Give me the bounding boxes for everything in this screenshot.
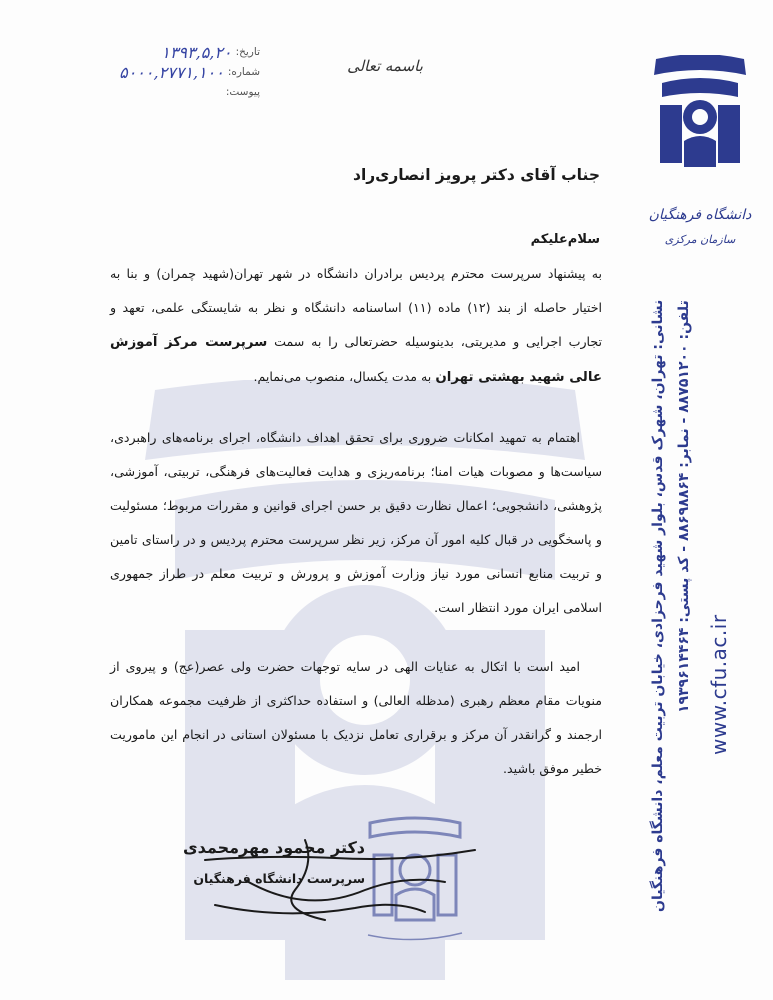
number-value: ۵۰۰۰,۲۷۷۱,۱۰۰ xyxy=(119,62,224,82)
paragraph-2: اهتمام به تمهید امکانات ضروری برای تحقق اهداف دانشگاه، اجرای برنامه‌های راهبردی، سیاست‌ها و مصوبات هیات امنا؛ برنامه‌ریزی و هدایت فعالیت‌های فرهنگی، تربیتی، آموزشی، پژوهشی، دانشجویی؛ اعمال نظارت دقیق بر حسن اجرای قوانین و مقررات مربوط؛ مسئولیت و پاسخگویی در قبال کلیه امور آن مرکز، زیر نظر سرپرست محترم پردیس و در راستای تامین و تربیت منابع انسانی مورد نیاز وزارت آموزش و پرورش و تربیت معلم در طراز جمهوری اسلامی ایران مورد انتظار است. xyxy=(110,430,602,615)
greeting: سلام‌علیکم xyxy=(530,232,600,247)
appointment-title: سرپرست مرکز آموزش عالی شهید بهشتی تهران xyxy=(110,335,602,385)
letter-meta xyxy=(85,42,260,102)
university-name: دانشگاه فرهنگیان xyxy=(648,207,752,223)
date-value: ۱۳۹۳,۵,۲۰ xyxy=(161,42,232,62)
paragraph-1-before: به پیشنهاد سرپرست محترم پردیس برادران دانشگاه در شهر تهران(شهید چمران) و بنا به اختیار حاصله از بند (۱۲) ماده (۱۱) اساسنامه دانشگاه و نظر به شایستگی علمی، تعهد و تجارب اجرایی و مدیریتی، بدینوسیله حضرتعالی را به سمت xyxy=(110,266,602,349)
signature-block xyxy=(150,838,365,886)
university-subtitle: سازمان مرکزی xyxy=(664,233,736,246)
paragraph-1 xyxy=(110,257,602,395)
paragraph-3: امید است با اتکال به عنایات الهی در سایه توجهات حضرت ولی عصر(عج) و پیروی از منویات مقام معظم رهبری (مدظله العالی) و استفاده حداکثری از ظرفیت مجموعه همکاران ارجمند و گرانقدر آن مرکز و برقراری تعامل نزدیک با مسئولان استانی در انجام این ماموریت خطیر موفق باشید. xyxy=(110,659,602,776)
signatory-title: سرپرست دانشگاه فرهنگیان xyxy=(193,871,365,886)
signatory-name: دکتر محمود مهرمحمدی xyxy=(182,838,365,857)
date-label: تاریخ: xyxy=(235,46,260,58)
attachment-row xyxy=(85,82,260,102)
phone-line: تلفن: ۸۸۷۵۱۲۰۰ - نمابر: ۸۸۶۹۸۸۶۴ - کد پستی: ۱۹۳۹۶۱۴۴۶۴ xyxy=(676,300,692,713)
date-row xyxy=(85,42,260,62)
recipient-line: جناب آقای دکتر پرویز انصاری‌راد xyxy=(352,166,600,184)
number-label: شماره: xyxy=(227,66,260,78)
heading-basmala: باسمه تعالی xyxy=(347,57,423,75)
university-logo-icon xyxy=(648,55,752,167)
number-row xyxy=(85,62,260,82)
paragraph-1-after: به مدت یکسال، منصوب می‌نمایم. xyxy=(253,369,436,384)
address-line: نشانی: تهران، شهرک قدس، بلوار شهید فرحزادی، خیابان تربیت معلم، دانشگاه فرهنگیان xyxy=(650,300,666,913)
website-link[interactable]: www.cfu.ac.ir xyxy=(707,614,731,755)
attachment-label: پیوست: xyxy=(225,86,260,98)
